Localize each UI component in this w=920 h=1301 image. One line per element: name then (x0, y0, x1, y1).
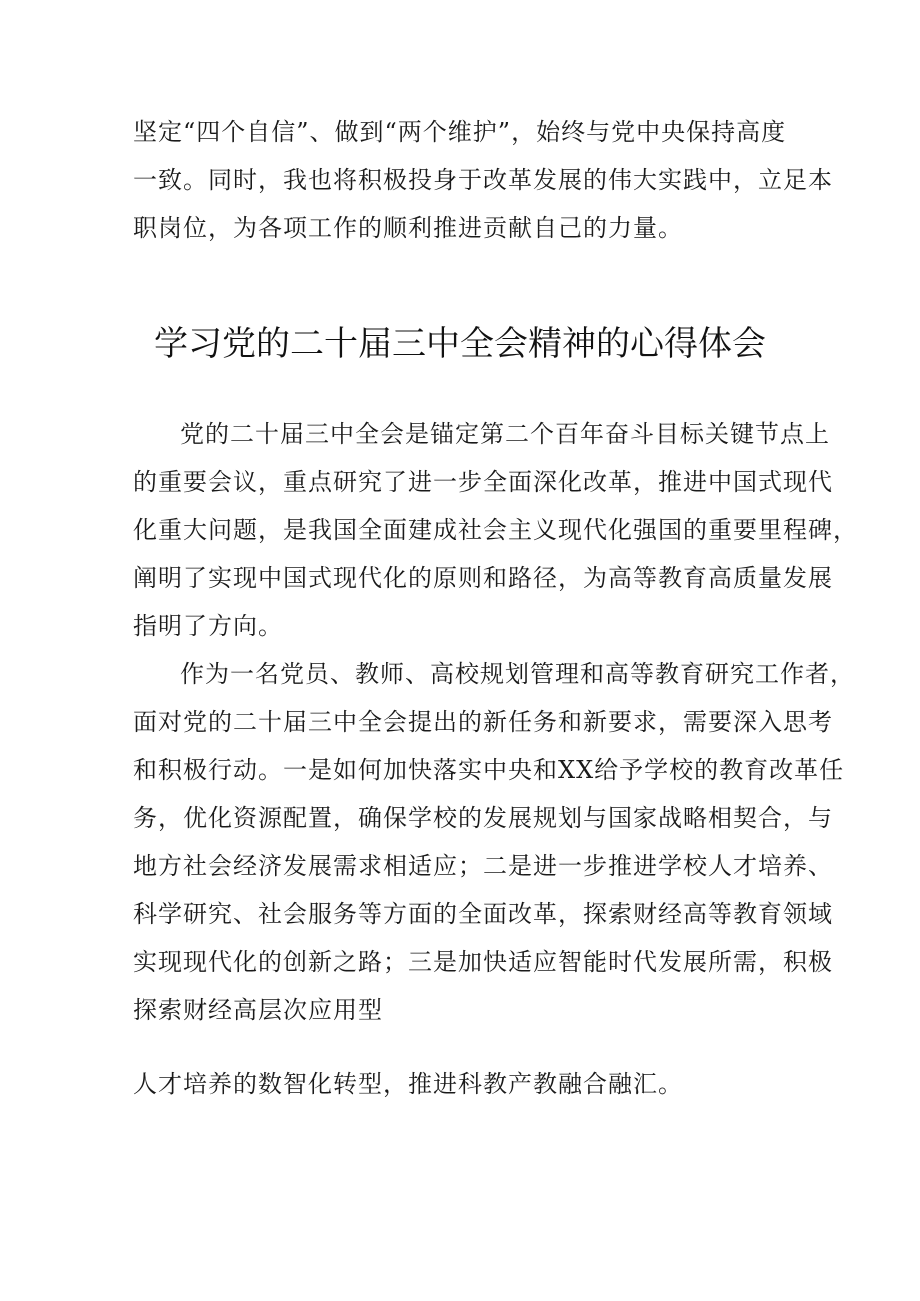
intro-line-2: 一致。同时，我也将积极投身于改革发展的伟大实践中，立足本 (133, 166, 833, 194)
paragraph2-line-8: 探索财经高层次应用型 (133, 996, 383, 1024)
paragraph2-line-4: 务，优化资源配置，确保学校的发展规划与国家战略相契合，与 (133, 804, 833, 832)
paragraph2-line-2: 面对党的二十届三中全会提出的新任务和新要求，需要深入思考 (133, 708, 833, 736)
paragraph1-line-1: 党的二十届三中全会是锚定第二个百年奋斗目标关键节点上 (180, 420, 830, 448)
document-title: 学习党的二十届三中全会精神的心得体会 (154, 324, 766, 364)
intro-line-3: 职岗位，为各项工作的顺利推进贡献自己的力量。 (133, 214, 683, 242)
paragraph1-line-5: 指明了方向。 (133, 612, 283, 640)
paragraph1-line-3: 化重大问题，是我国全面建成社会主义现代化强国的重要里程碑， (133, 516, 858, 544)
paragraph2-line-7: 实现现代化的创新之路；三是加快适应智能时代发展所需，积极 (133, 948, 833, 976)
intro-line-1: 坚定“四个自信”、做到“两个维护”，始终与党中央保持高度 (133, 118, 787, 146)
closing-line: 人才培养的数智化转型，推进科教产教融合融汇。 (133, 1070, 683, 1098)
paragraph2-line-1: 作为一名党员、教师、高校规划管理和高等教育研究工作者， (180, 660, 855, 688)
paragraph1-line-4: 阐明了实现中国式现代化的原则和路径，为高等教育高质量发展 (133, 564, 833, 592)
paragraph1-line-2: 的重要会议，重点研究了进一步全面深化改革，推进中国式现代 (133, 468, 833, 496)
paragraph2-line-6: 科学研究、社会服务等方面的全面改革，探索财经高等教育领域 (133, 900, 833, 928)
paragraph2-line-3: 和积极行动。一是如何加快落实中央和XX给予学校的教育改革任 (133, 756, 845, 784)
paragraph2-line-5: 地方社会经济发展需求相适应；二是进一步推进学校人才培养、 (133, 852, 833, 880)
